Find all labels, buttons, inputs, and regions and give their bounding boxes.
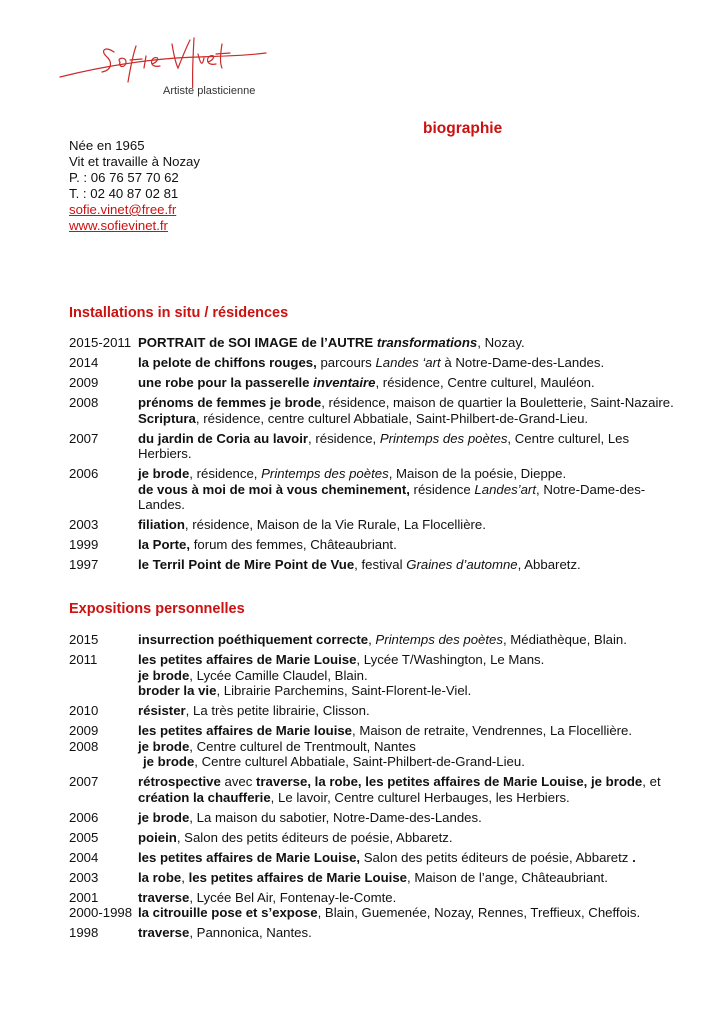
entry-description [138,395,679,426]
entry-text: , et [642,774,661,790]
entry-line [138,375,679,391]
entry-text: les petites affaires de Marie Louise [138,651,357,667]
entry-line [138,810,679,826]
entry-row [69,431,679,462]
entry-row [69,335,679,351]
entry-text: la citrouille pose et s’expose [138,905,318,921]
entry-text: , Lycée T/Washington, Le Mans. [356,651,545,667]
expositions-list [69,632,679,945]
signature-logo [56,28,270,88]
section-title-expositions: Expositions personnelles [69,601,245,617]
entry-line [138,557,679,573]
entry-text: du jardin de Coria au lavoir [138,430,309,446]
entry-text: , Centre culturel, Les Herbiers. [138,430,630,462]
entry-line [138,754,679,770]
entry-text: Printemps des poètes [379,430,508,446]
entry-text: , Salon des petits éditeurs de poésie, Abbaretz. [176,829,453,845]
entry-text: PORTRAIT de SOI IMAGE de l’AUTRE [138,335,377,350]
entry-text: les petites affaires de Marie louise [138,723,353,739]
entry-row [69,850,679,866]
entry-description [138,335,679,351]
entry-text: je brode [143,754,195,770]
section-title-installations: Installations in situ / résidences [69,305,289,321]
entry-text: je brode [138,466,190,482]
entry-description [138,870,679,886]
entry-year: 2008 [69,738,99,754]
entry-description [138,905,679,921]
entry-text: avec [220,774,257,790]
entry-text: , résidence, maison de quartier la Bouletterie, Saint-Nazaire. [321,394,674,410]
entry-description [138,632,679,648]
entry-row [69,774,679,805]
entry-description [138,355,679,371]
entry-line [138,355,679,371]
entry-row [69,537,679,553]
entry-text: , Lycée Bel Air, Fontenay-le-Comte. [189,889,397,905]
entry-text: prénoms de femmes je brode [138,394,322,410]
entry-text: , résidence, centre culturel Abbatiale, Saint-Philbert-de-Grand-Lieu. [195,410,589,426]
entry-line [138,739,679,755]
entry-text: , Blain, Guemenée, Nozay, Rennes, Treffieux, Cheffois. [317,905,641,921]
entry-line [138,632,679,648]
entry-text: , Centre culturel de Trentmoult, Nantes [189,738,416,754]
entry-text: broder la vie [138,683,217,699]
entry-text: Salon des petits éditeurs de poésie, Abbaretz [360,849,633,865]
entry-text: , Librairie Parchemins, Saint-Florent-le-Viel. [216,683,472,699]
entry-text: , La maison du sabotier, Notre-Dame-des-Landes. [189,809,482,825]
entry-line [138,925,679,941]
entry-year: 2006 [69,809,99,825]
entry-line [138,668,679,684]
entry-line [138,870,679,886]
entry-line [138,431,679,462]
entry-year: 2005 [69,829,99,845]
entry-text: je brode [138,738,190,754]
email-link[interactable]: sofie.vinet@free.fr [69,202,177,217]
entry-text: forum des femmes, Châteaubriant. [190,537,397,553]
entry-description [138,774,679,805]
entry-description [138,830,679,846]
entry-year: 2003 [69,517,99,533]
entry-row [69,395,679,426]
entry-text: le Terril Point de Mire Point de Vue [138,557,355,573]
subtitle: Artiste plasticienne [163,85,256,97]
entry-line [138,774,679,805]
entry-text: Scriptura [138,410,196,426]
entry-year: 2007 [69,774,99,790]
entry-year: 2010 [69,703,99,719]
entry-year: 2014 [69,354,99,370]
entry-line [138,395,679,411]
entry-description [138,703,679,719]
entry-text: , Abbaretz. [517,557,581,573]
entry-year: 2004 [69,849,99,865]
entry-line [138,723,679,739]
entry-year: 2011 [69,651,98,667]
entry-line [138,683,679,699]
entry-year: 2015-2011 [69,335,132,350]
entry-year: 2015 [69,632,99,647]
entry-description [138,739,679,770]
entry-line [138,537,679,553]
entry-text: , Maison de la poésie, Dieppe. [388,466,567,482]
entry-text: . [632,849,636,865]
birth-year: Née en 1965 [69,138,145,153]
entry-text: , Pannonica, Nantes. [189,925,312,941]
entry-line [138,905,679,921]
entry-year: 2006 [69,466,99,482]
entry-row [69,830,679,846]
entry-text: , Centre culturel Abbatiale, Saint-Philbert-de-Grand-Lieu. [194,754,525,770]
entry-text: , Le lavoir, Centre culturel Herbauges, les Herbiers. [270,789,570,805]
entry-text: la robe [138,869,182,885]
entry-line [138,652,679,668]
entry-text: , Lycée Camille Claudel, Blain. [189,667,368,683]
entry-year: 2009 [69,723,99,739]
entry-text: , festival [354,557,407,573]
entry-text: résister [138,703,186,719]
entry-row [69,632,679,648]
entry-description [138,925,679,941]
entry-description [138,723,679,739]
entry-text: les petites affaires de Marie Louise [188,869,407,885]
entry-description [138,375,679,391]
entry-line [138,517,679,533]
entry-line [138,703,679,719]
entry-text: , Nozay. [477,335,525,350]
entry-text: , résidence, [308,430,380,446]
page-title: biographie [423,120,503,137]
installations-list [69,335,679,577]
entry-description [138,890,679,906]
entry-text: , [181,869,189,885]
entry-text: , La très petite librairie, Clisson. [185,703,370,719]
entry-row [69,375,679,391]
entry-year: 1999 [69,537,99,553]
entry-row [69,557,679,573]
entry-year: 1998 [69,925,99,941]
entry-row [69,905,679,921]
entry-text: inventaire [313,374,376,390]
entry-description [138,517,679,533]
entry-row [69,703,679,719]
entry-text: parcours [316,354,376,370]
entry-row [69,652,679,699]
entry-row [69,517,679,533]
phone-mobile: P. : 06 76 57 70 62 [69,170,179,185]
entry-year: 2001 [69,889,99,905]
entry-text: une robe pour la passerelle [138,374,314,390]
entry-row [69,925,679,941]
entry-description [138,557,679,573]
contact-block [69,138,200,234]
entry-text: à Notre-Dame-des-Landes. [440,354,605,370]
entry-text: , résidence, [189,466,262,482]
entry-text: Graines d’automne [406,557,518,573]
entry-description [138,850,679,866]
location: Vit et travaille à Nozay [69,154,200,169]
entry-text: résidence [409,481,475,497]
entry-row [69,723,679,739]
entry-text: filiation [138,517,185,533]
entry-text: la Porte, [138,537,191,553]
entry-year: 2008 [69,394,99,410]
entry-text: insurrection poéthiquement correcte [138,632,369,647]
website-link[interactable]: www.sofievinet.fr [69,218,168,233]
entry-text: rétrospective [138,774,221,790]
entry-text: , Notre-Dame-des-Landes. [138,481,646,513]
entry-row [69,466,679,513]
entry-text: , [368,632,376,647]
phone-landline: T. : 02 40 87 02 81 [69,186,179,201]
entry-row [69,810,679,826]
entry-row [69,739,679,770]
entry-description [138,466,679,513]
entry-text: traverse [138,889,190,905]
entry-text: création la chaufferie [138,789,271,805]
entry-row [69,355,679,371]
entry-year: 2007 [69,430,99,446]
entry-text: , Maison de l’ange, Châteaubriant. [407,869,608,885]
entry-text: Landes’art [474,481,536,497]
entry-text: je brode [138,809,190,825]
entry-text: Landes ‘art [375,354,441,370]
entry-text: transformations [376,335,478,350]
entry-description [138,810,679,826]
entry-year: 2009 [69,374,99,390]
entry-text: traverse, la robe, les petites affaires de Marie Louise, je brode [256,774,643,790]
entry-text: la pelote de chiffons rouges, [138,354,317,370]
entry-text: je brode [138,667,190,683]
entry-year: 1997 [69,557,99,573]
entry-text: de vous à moi de moi à vous cheminement, [138,481,410,497]
entry-text: , résidence, Centre culturel, Mauléon. [375,374,595,390]
entry-text: , Médiathèque, Blain. [502,632,627,647]
entry-text: poiein [138,829,177,845]
entry-line [138,411,679,427]
entry-line [138,482,679,513]
entry-text: Printemps des poètes [261,466,389,482]
entry-text: Printemps des poètes [375,632,503,647]
entry-text: , Maison de retraite, Vendrennes, La Flocellière. [352,723,633,739]
entry-text: , résidence, Maison de la Vie Rurale, La Flocellière. [184,517,486,533]
entry-line [138,335,679,351]
entry-line [138,850,679,866]
entry-description [138,431,679,462]
entry-line [138,890,679,906]
entry-row [69,870,679,886]
entry-text: les petites affaires de Marie Louise, [138,849,361,865]
entry-row [69,890,679,906]
entry-line [138,830,679,846]
entry-line [138,466,679,482]
entry-year: 2000-1998 [69,905,133,921]
entry-description [138,537,679,553]
entry-text: traverse [138,925,190,941]
entry-year: 2003 [69,869,99,885]
entry-description [138,652,679,699]
